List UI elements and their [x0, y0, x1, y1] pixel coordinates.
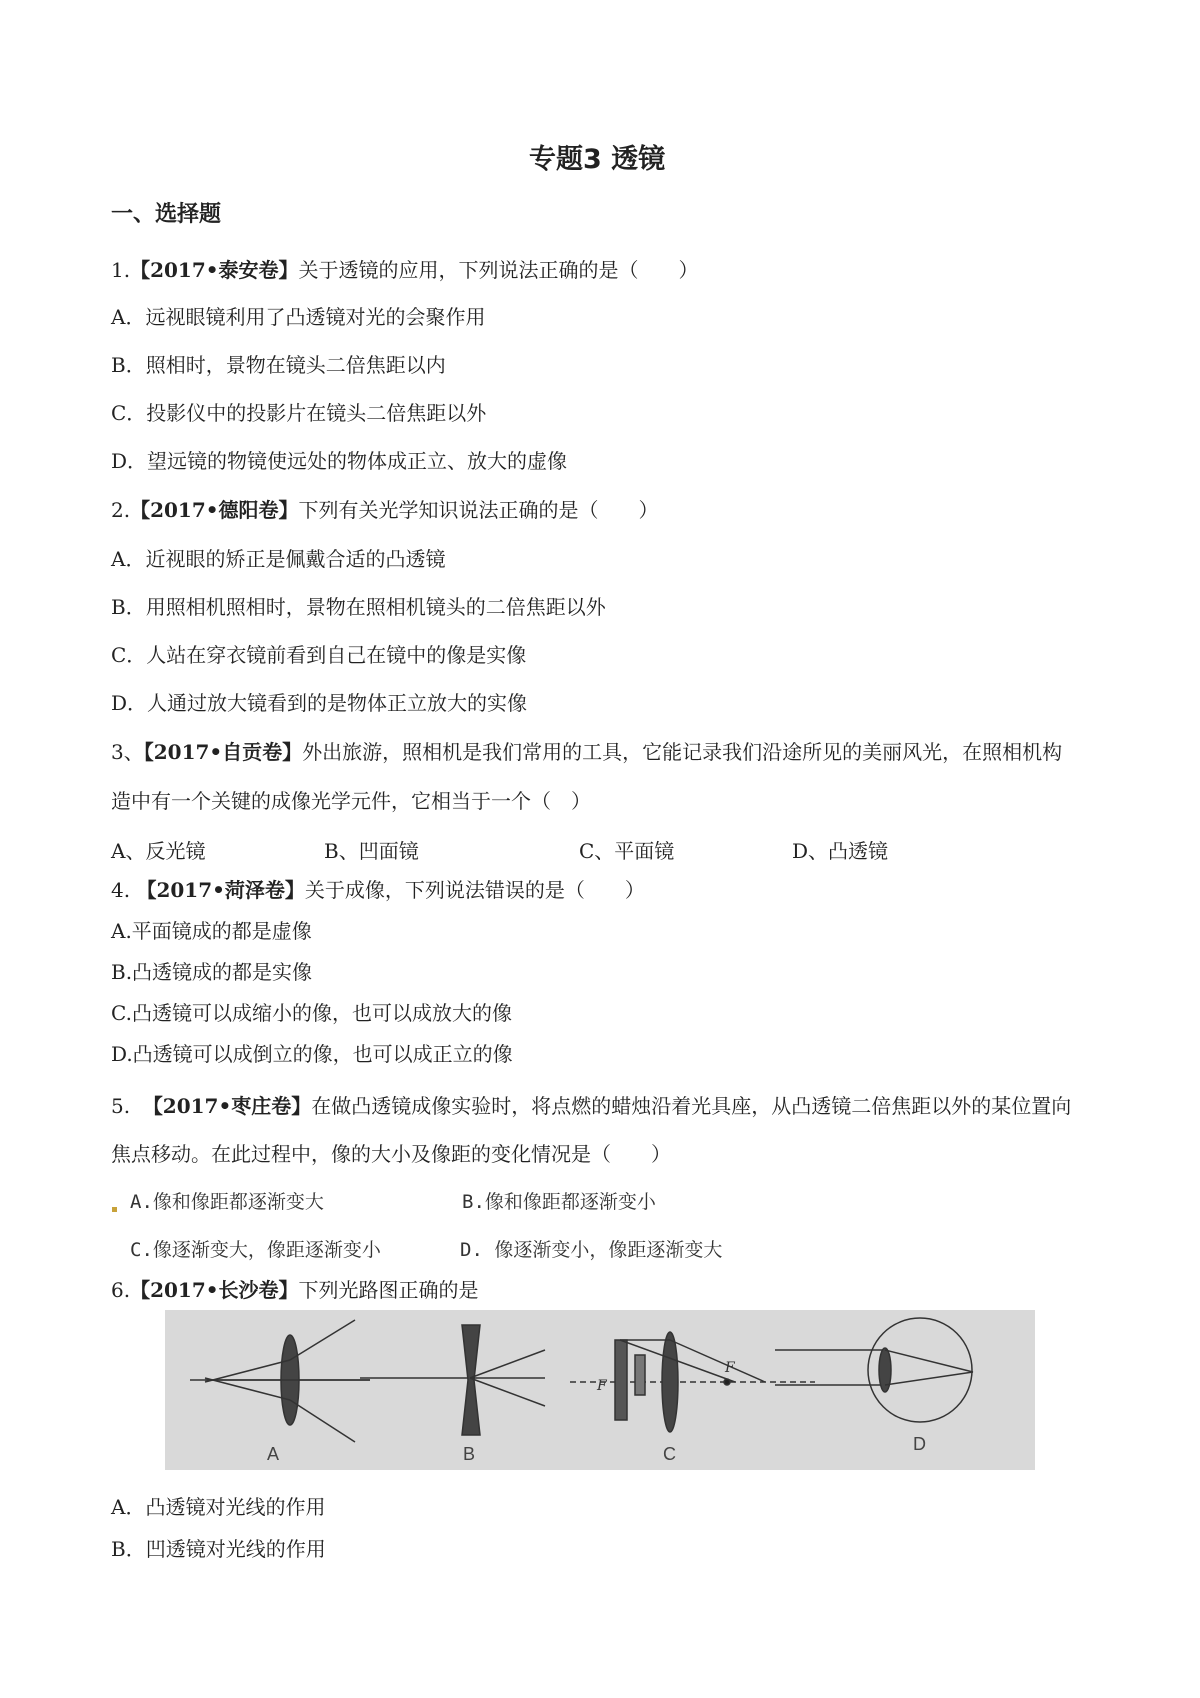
- option-4c: C.凸透镜可以成缩小的像，也可以成放大的像: [111, 1001, 512, 1025]
- question-stem: 下列光路图正确的是: [298, 1278, 479, 1302]
- question-5-stem-cont: 焦点移动。在此过程中，像的大小及像距的变化情况是（ ）: [111, 1142, 671, 1166]
- question-2: [111, 496, 659, 524]
- question-5: [111, 1092, 1071, 1120]
- option-6b: B．凹透镜对光线的作用: [111, 1537, 326, 1561]
- option-4d: D.凸透镜可以成倒立的像，也可以成正立的像: [111, 1042, 513, 1066]
- diagram-d-eye: [775, 1318, 973, 1422]
- decorative-dot: [112, 1207, 117, 1212]
- diagram-c-lens-imaging: [570, 1332, 815, 1432]
- light-path-diagrams: [165, 1310, 1035, 1470]
- option-3d: D、凸透镜: [792, 839, 889, 863]
- figure-label-a: A: [267, 1444, 280, 1464]
- section-heading: 一、选择题: [111, 202, 222, 227]
- option-1d: D．望远镜的物镜使远处的物体成正立、放大的虚像: [111, 449, 568, 473]
- question-number: 6.: [111, 1278, 131, 1302]
- question-stem: 关于成像，下列说法错误的是（ ）: [304, 878, 645, 902]
- option-1b: B．照相时，景物在镜头二倍焦距以内: [111, 353, 446, 377]
- question-number: 2.: [111, 498, 131, 522]
- page-title: 专题3 透镜: [529, 144, 666, 175]
- question-3: [111, 738, 1062, 766]
- question-3-stem-cont: 造中有一个关键的成像光学元件，它相当于一个（ ）: [111, 789, 591, 813]
- option-1c: C．投影仪中的投影片在镜头二倍焦距以外: [111, 401, 487, 425]
- question-stem: 下列有关光学知识说法正确的是（ ）: [298, 498, 659, 522]
- option-2d: D．人通过放大镜看到的是物体正立放大的实像: [111, 691, 528, 715]
- question-stem: 关于透镜的应用，下列说法正确的是（ ）: [298, 258, 699, 282]
- diagram-b-concave-lens: [360, 1325, 545, 1435]
- option-5a: A.像和像距都逐渐变大: [130, 1191, 324, 1213]
- option-5c: C.像逐渐变大，像距逐渐变小: [130, 1239, 381, 1261]
- figure-label-d: D: [913, 1434, 926, 1454]
- figure-label-c: C: [663, 1444, 676, 1464]
- question-stem: 外出旅游，照相机是我们常用的工具，它能记录我们沿途所见的美丽风光，在照相机构: [302, 740, 1063, 764]
- diagram-a-convex-lens: [190, 1320, 370, 1442]
- option-3b: B、凹面镜: [324, 839, 419, 863]
- option-3a: A、反光镜: [111, 839, 206, 863]
- question-6: [111, 1276, 479, 1304]
- question-number: 1.: [111, 258, 131, 282]
- question-4: [111, 876, 645, 904]
- question-source: 【2017•德阳卷】: [130, 498, 299, 522]
- question-source: 【2017•枣庄卷】: [142, 1094, 312, 1118]
- question-number: 5.: [111, 1094, 131, 1118]
- option-6a: A．凸透镜对光线的作用: [111, 1495, 326, 1519]
- option-1a: A．远视眼镜利用了凸透镜对光的会聚作用: [111, 305, 486, 329]
- figure-label-b: B: [463, 1444, 476, 1464]
- option-5b: B.像和像距都逐渐变小: [462, 1191, 656, 1213]
- question-number: 3、: [111, 740, 144, 764]
- svg-text:F: F: [725, 1360, 735, 1376]
- option-4b: B.凸透镜成的都是实像: [111, 960, 313, 984]
- option-4a: A.平面镜成的都是虚像: [111, 919, 312, 943]
- light-path-figure: [165, 1310, 1035, 1470]
- question-source: 【2017•长沙卷】: [130, 1278, 299, 1302]
- option-5d: D. 像逐渐变小，像距逐渐变大: [460, 1239, 723, 1261]
- question-number: 4.: [111, 878, 131, 902]
- svg-text:F: F: [597, 1378, 607, 1394]
- question-source: 【2017•菏泽卷】: [136, 878, 305, 902]
- option-3c: C、平面镜: [579, 839, 675, 863]
- option-2a: A．近视眼的矫正是佩戴合适的凸透镜: [111, 547, 446, 571]
- question-source: 【2017•泰安卷】: [130, 258, 299, 282]
- question-1: [111, 256, 699, 284]
- question-source: 【2017•自贡卷】: [143, 740, 303, 764]
- question-stem: 在做凸透镜成像实验时，将点燃的蜡烛沿着光具座，从凸透镜二倍焦距以外的某位置向: [311, 1094, 1072, 1118]
- option-2c: C．人站在穿衣镜前看到自己在镜中的像是实像: [111, 643, 527, 667]
- option-2b: B．用照相机照相时，景物在照相机镜头的二倍焦距以外: [111, 595, 606, 619]
